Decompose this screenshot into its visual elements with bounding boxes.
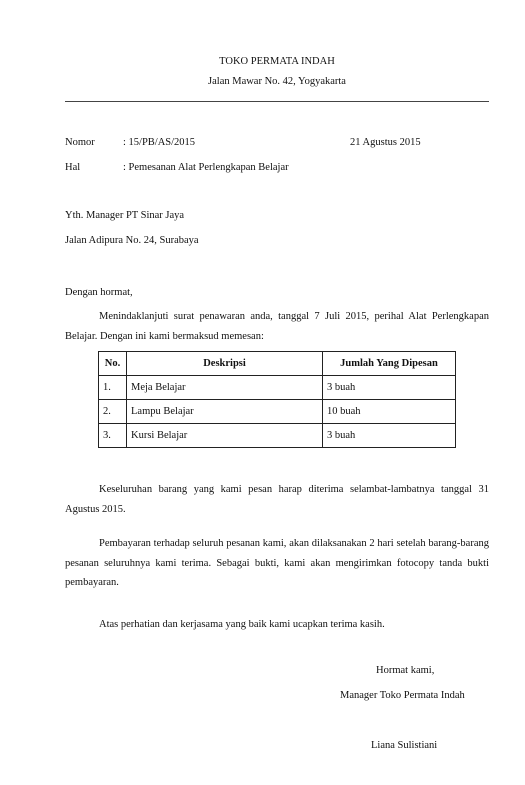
recipient-address: Jalan Adipura No. 24, Surabaya [65, 235, 199, 246]
salutation: Dengan hormat, [65, 287, 133, 298]
order-table [98, 351, 456, 448]
header-divider [65, 101, 489, 102]
nomor-label: Nomor [65, 137, 95, 148]
company-name: TOKO PERMATA INDAH [219, 56, 335, 67]
recipient-name: Yth. Manager PT Sinar Jaya [65, 210, 185, 221]
cell-deskripsi: Lampu Belajar [127, 400, 323, 424]
table-row [99, 376, 456, 400]
header-no: No. [99, 352, 127, 376]
cell-no: 3. [99, 424, 127, 448]
cell-deskripsi: Meja Belajar [127, 376, 323, 400]
cell-jumlah: 3 buah [323, 424, 456, 448]
table-header-row [99, 352, 456, 376]
paragraph-intro: Menindaklanjuti surat penawaran anda, tanggal 7 Juli 2015, perihal Alat Perlengkapan Belajar. Dengan ini kami bermaksud memesan: [65, 311, 489, 342]
cell-jumlah: 10 buah [323, 400, 456, 424]
table-row [99, 424, 456, 448]
header-jumlah: Jumlah Yang Dipesan [323, 352, 456, 376]
nomor-value: : 15/PB/AS/2015 [123, 137, 196, 148]
cell-deskripsi: Kursi Belajar [127, 424, 323, 448]
cell-jumlah: 3 buah [323, 376, 456, 400]
letter-date: 21 Agustus 2015 [350, 137, 421, 148]
table-row [99, 400, 456, 424]
hal-label: Hal [65, 162, 81, 173]
signer-name: Liana Sulistiani [371, 740, 438, 751]
cell-no: 1. [99, 376, 127, 400]
paragraph-delivery: Keseluruhan barang yang kami pesan harap diterima selambat-lambatnya tanggal 31 Agustus 2015. [65, 484, 489, 515]
company-address: Jalan Mawar No. 42, Yogyakarta [208, 76, 346, 87]
paragraph-thanks: Atas perhatian dan kerjasama yang baik kami ucapkan terima kasih. [99, 619, 385, 630]
cell-no: 2. [99, 400, 127, 424]
paragraph-payment: Pembayaran terhadap seluruh pesanan kami, akan dilaksanakan 2 hari setelah barang-barang pesanan seluruhnya kami terima. Sebagai bukti, kami akan mengirimkan fotocopy tanda bukti pembayaran. [65, 538, 489, 588]
closing-regards: Hormat kami, [376, 665, 435, 676]
hal-value: : Pemesanan Alat Perlengkapan Belajar [123, 162, 289, 173]
header-deskripsi: Deskripsi [127, 352, 323, 376]
closing-title: Manager Toko Permata Indah [340, 690, 465, 701]
